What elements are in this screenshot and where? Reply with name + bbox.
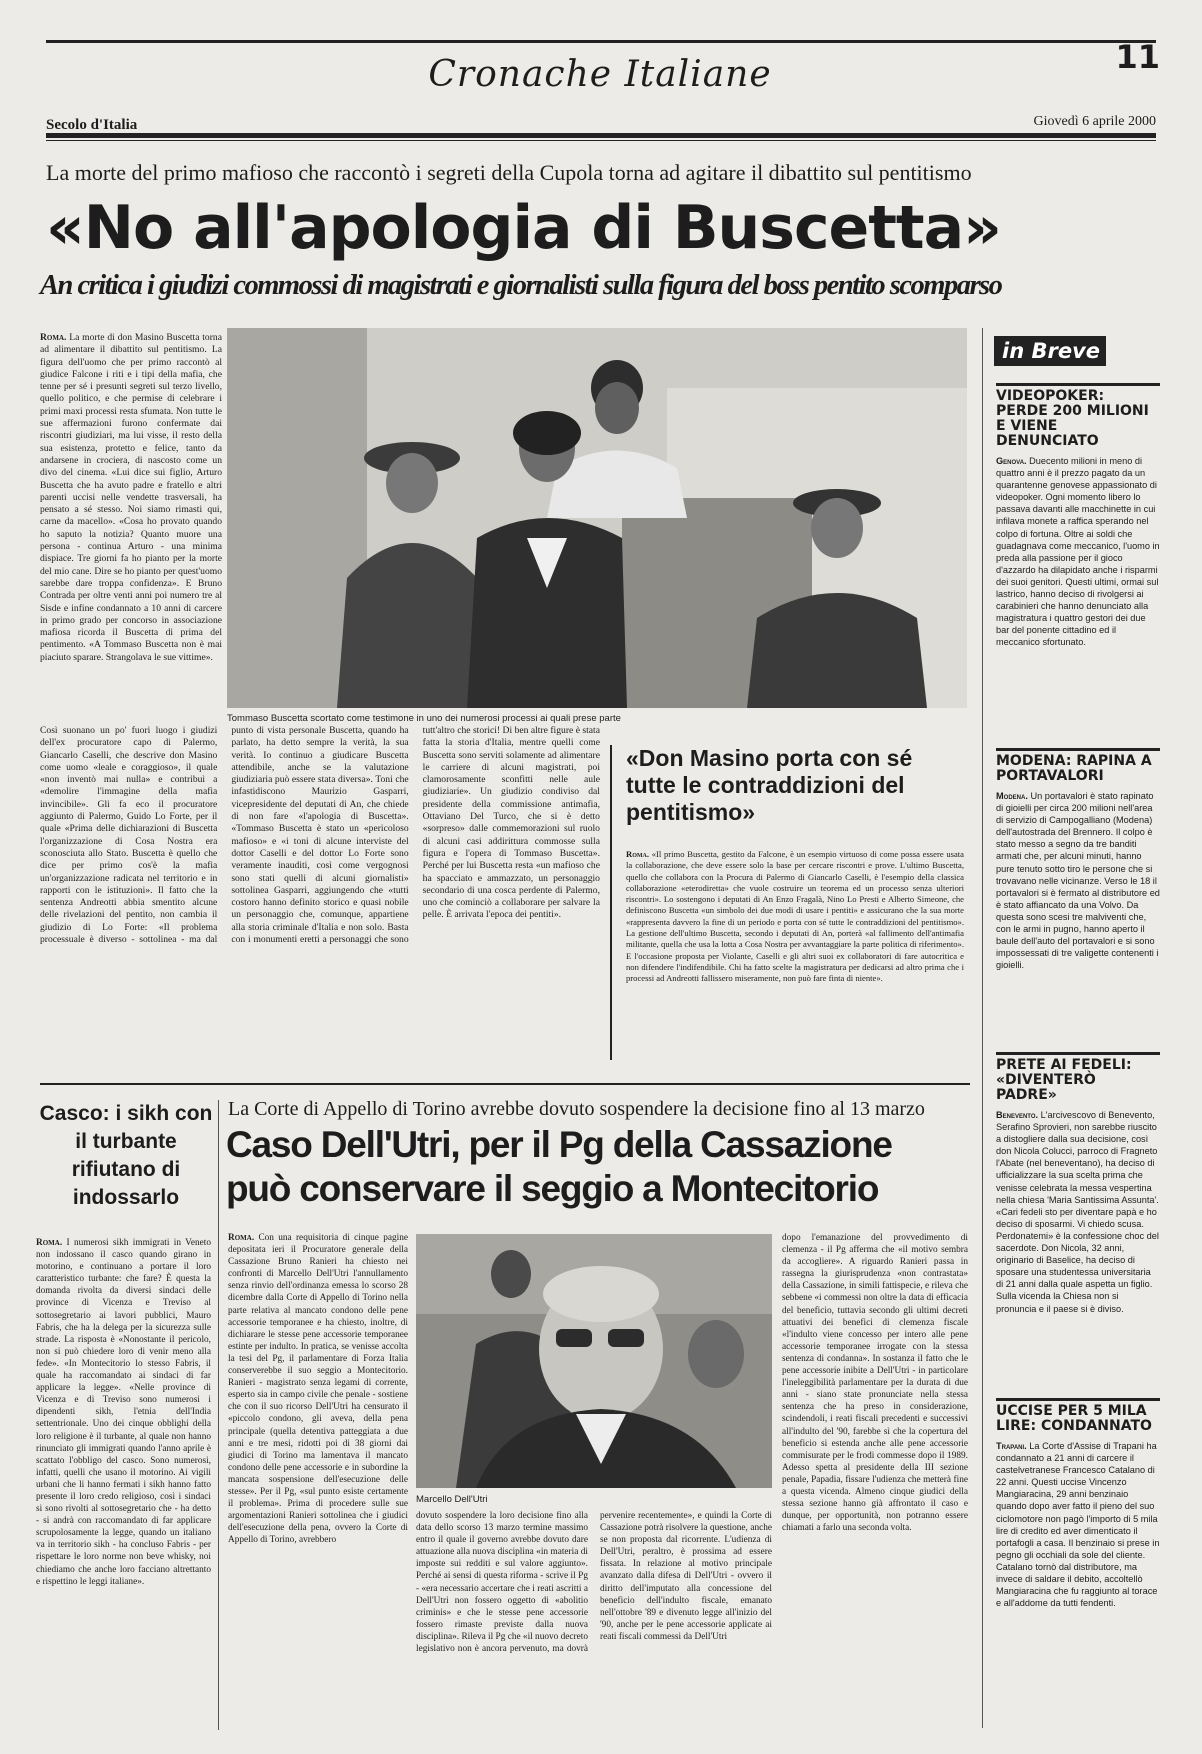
brief-rule [996,1398,1160,1401]
brief-rule [996,383,1160,386]
section-title: Cronache Italiane [428,54,772,95]
issue-date: Giovedì 6 aprile 2000 [1033,114,1156,129]
brief-item [996,1052,1160,1392]
top-rule [46,40,1156,43]
article-text: Così suonano un po' fuori luogo i giudizi dell'ex procuratore capo di Palermo, Giancarlo Caselli, che descrive don Masino come uomo «leale e coraggioso», il quale «non inventò mai nulla» e contribuì a «demolire l'immagine della mafia invincibile». Gli fa eco il procuratore aggiunto di Palermo, Guido Lo Forte, per il quale «Prima delle dichiarazioni di Buscetta l'organizzazione di Cosa Nostra era sconosciuta allo Stato. Buscetta è quello che dice per primo cos'è la mafia un'organizzazione radicata nel territorio e in rapporti con le istituzioni». Il fatto che la sentenza Andreotti abbia smentito alcune delle rivelazioni del pentito, non cambia il giudizio di Lo Forte: «Il problema processuale è diverso - sottolinea - ma dal punto di vista personale Buscetta, quando ha parlato, ha detto sempre la verità, la sua verità. Io continuo a giudicare Buscetta attendibile, anche se la valutazione giudiziaria può essere stata diversa». Toni che infastidiscono Maurizio Gasparri, vicepresidente del deputati di An, che chiede di non fare «l'apologia di Buscetta». «Tommaso Buscetta è stato un «pericoloso mafioso» e «i toni di alcune interviste del dottor Caselli e del dottor Lo Forte sono veramente inauditi, così come vergognosi sono stati quelli di alcuni giornalisti» sottolinea Gasparri, aggiungendo che «tutti costoro hanno definito storico e quasi nobile un personaggio che, comunque, appartiene alla storia criminale d'Italia e non solo. Basta con i monumenti eretti a personaggi che sono tutt'altro che storici! Di ben altre figure è stata fatta la storia d'Italia, mentre quelli come Buscetta sono serviti solamente ad alimentare le carriere di alcuni magistrati, poi clamorosamente sconfitti nelle aule giudiziarie». Un giudizio condiviso dal presidente della commissione antimafia, Ottaviano Del Turco, che si è detto «sorpreso» dalle commemorazioni sul ruolo di alcuni casi addirittura commosse sulla figura e l'opera di Tommaso Buscetta». Perché per lui Buscetta resta «un mafioso che ha spacciato e ammazzato, un personaggio secondario di una cosca perdente di Palermo, uno che cominciò a collaborare per salvare la pelle. È arrivata l'epoca dei pentiti». [40,725,600,946]
brief-title: VIDEOPOKER: PERDE 200 MILIONI E VIENE DENUNCIATO [996,388,1149,449]
brief-item [996,383,1160,755]
article-text: dovuto sospendere la loro decisione fino alla data dello scorso 13 marzo termine massimo entro il quale il governo avrebbe dovuto dare attuazione alla nuova disciplina «in materia di imposte sui redditi e sul valore aggiunto». Perché ai sensi di questa riforma - scrive il Pg - «era necessario accertare che i reati ascritti a Dell'Utri non fossero oggetto di «abolitio criminis» e che le stesse pene accessorie fossero rimaste previste dalla nuova disciplina». Rileva il Pg che «il nuovo decreto legislativo non è ancora pervenuto, ma dovrà pervenire recentemente», e quindi la Corte di Cassazione potrà risolvere la questione, anche se non proposta dal ricorrente. L'udienza di Dell'Utri, peraltro, è prossima ad essere fissata. In relazione al motivo principale avanzato dalla difesa di Dell'Utri - ovvero il diritto dell'imputato alla concessione del beneficio dell'indulto fiscale, emanato nell'ottobre '89 e divenuto legge all'inizio del '90, anche per le pene accessorie applicate ai reati fiscali commessi da Dell'Utri [416,1511,772,1655]
buscetta-photo-caption: Tommaso Buscetta scortato come testimone in uno dei numerosi processi ai quali prese parte [227,713,621,724]
main-left-column [40,332,222,710]
article-text: Con una requisitoria di cinque pagine depositata ieri il Procuratore generale della Cassazione Bruno Ranieri ha chiesto nei confronti di Marcello Dell'Utri l'annullamento senza rinvio dell'ordinanza emessa lo scorso 28 dicembre dalla Corte di Appello di Torino nella parte relativa al mancato condono delle pene accessorie temporanee e ha chiesto, inoltre, di dichiarare le stesse pene accessorie temporanee estinte per indulto. In pratica, se venisse accolta la tesi del Pg, il parlamentare di Forza Italia conserverebbe il suo seggio a Montecitorio. Ranieri - magistrato senza legami di corrente, esperto sia in campo civile che penale - sostiene che con il suo ricorso Dell'Utri ha censurato il «piccolo condono, gli aveva, della pena principale (quella detentiva patteggiata a due anni e tre mesi, ridotti poi di 38 giorni dai giudici di Torino ma lamentava il mancato condono delle pene accessorie e in subordine la mancata sospensione dell'esecuzione delle stesse». Per il Pg, «sul punto esiste certamente il problema». Prima di procedere sulle sue argomentazioni Ranieri sottolinea che i giudici dell'esecuzione della pena, ovvero la Corte di Appello di Torino, avrebbero [228,1233,408,1546]
main-subheadline: An critica i giudizi commossi di magistrati e giornalisti sulla figura del boss pentito scomparso [40,270,1002,301]
brief-body [996,790,1160,1030]
main-kicker: La morte del primo mafioso che raccontò i segreti della Cupola torna ad agitare il dibattito sul pentitismo [46,160,972,185]
dellutri-headline-line1: Caso Dell'Utri, per il Pg della Cassazione [226,1124,892,1165]
dateline: Roma. [40,332,67,343]
dateline: Modena. [996,791,1028,801]
newspaper-name: Secolo d'Italia [46,117,138,133]
sikh-headline: Casco: i sikh con il turbante rifiutano di indossarlo [39,1102,213,1209]
dellutri-col1 [228,1232,408,1732]
brief-item [996,1398,1160,1738]
sidebar-box [610,745,968,1060]
article-text: La morte di don Masino Buscetta torna ad alimentare il dibattito sul pentitismo. La figura dell'uomo che per primo raccontò al giudice Falcone i riti e i tipi della mafia, che tenne per sé i presunti segreti sul terzo livello, quello politico, e che permise di celebrare i primi maxi processi resta sfumata. Non tutte le sue affermazioni furono confermate dai riscontri giudiziari, ma lui visse, il resto della sua esistenza, protetto e felice, tanto da andarsene in crociera, di nascosto come un divo del cinema. «Lui dice sui figlio, Arturo Buscetta che ha avuto padre e fratello e altri parenti uccisi nelle vendette trasversali, ha pensato a sé stesso. Noi siamo rimasti qui, carne da macello». «Cosa ho provato quando ho saputo la notizia? Quanto muore una persona - continua Arturo - una minima dispiace. Tre giorni fa ho pianto per la morte del mio cane. Dire se ho pianto per quest'uomo sarebbe dare troppa confidenza». E Bruno Contrada per oltre venti anni poi numero tre al Sisde e infine condannato a 10 anni di carcere in primo grado per concorso in associazione mafiosa ricorda il Buscetta di prima del pentimento. «A Tommaso Buscetta non è mai piaciuto sparare. Strangolava le sue vittime». [40,332,222,663]
dellutri-kicker: La Corte di Appello di Torino avrebbe dovuto sospendere la decisione fino al 13 marzo [228,1098,925,1120]
masthead-rule-thin [46,140,1156,141]
dellutri-col2 [416,1510,772,1732]
brief-rule [996,1052,1160,1055]
dellutri-photo-caption: Marcello Dell'Utri [416,1494,488,1505]
brief-body [996,1440,1160,1722]
brief-item [996,748,1160,1048]
brief-title: UCCISE PER 5 MILA LIRE: CONDANNATO [996,1403,1152,1434]
in-breve-label: in Breve [994,336,1106,366]
story-divider [218,1100,219,1730]
dateline: Genova. [996,456,1027,466]
sidebar-text [626,849,964,1057]
dellutri-headline-line2: può conservare il seggio a Montecitorio [226,1168,879,1209]
dellutri-col3 [782,1232,968,1732]
dateline: Roma. [228,1233,255,1243]
article-text: «Il primo Buscetta, gestito da Falcone, è un esempio virtuoso di come possa essere usata la collaborazione, che deve essere solo la base per cercare riscontri e prove. L'ultimo Buscetta, quello che collabora con la Procura di Palermo di Giancarlo Caselli, è l'esempio della classica collaborazione «eterodiretta» che vuole costruire un teorema ed un processo senza ulteriori riscontri». Lo sostengono i deputati di An Enzo Fragalà, Nino Lo Presti e Alberto Simeone, che definiscono Buscetta «un simbolo dei due modi di usare i pentiti» e assicurano che la sua morte «rappresenta davvero la fine di un periodo e porta con sé tutte le contraddizioni del pentitismo». La gestione dell'ultimo Buscetta, secondo i deputati di An, porterà «al fallimento dell'antimafia militante, quella che usa la lotta a Cosa Nostra per avvantaggiare la parte politica di riferimento». E l'occasione proposta per Violante, Caselli e gli altri suoi ex collaboratori di fare autocritica e non difendere l'indifendibile. Chi ha fatto scelte la magistratura per dedicarsi ad altro prima che i processi ad Andreotti fallissero miseramente, non può fare finta di niente». [626,849,964,984]
brief-title: PRETE AI FEDELI: «DIVENTERÒ PADRE» [996,1057,1132,1103]
dateline: Trapani. [996,1441,1027,1451]
brief-body [996,1109,1160,1389]
brief-text: Un portavalori è stato rapinato di gioielli per circa 200 milioni nell'area di servizio di Campogalliano (Modena) dell'autostrada del Brennero. Il colpo è stato messo a segno da tre banditi armati che, per alcuni minuti, hanno pure tenuto sotto tiro le persone che si trovavano nelle vicinanze. Verso le 18 il portavalori si è fermato al distributore ed è stato affiancato da una Volvo. Da questa sono scesi tre malviventi che, con le armi in pugno, hanno aperto il baule dell'auto del portavalori e si sono impossessati di tre valigette contenenti i gioielli. [996,791,1160,971]
dateline: Roma. [36,1238,63,1248]
brief-text: L'arcivescovo di Benevento, Serafino Sprovieri, non sarebbe riuscito a distogliere dalla sua decisione, così don Nicola Colucci, parroco di Fragneto l'Abate (nel beneventano), ha deciso di ufficializzare la sua scelta prima che venisse celebrata la messa vespertina nella chiesa 'Maria Santissima Assunta'. «Cari fedeli sto per diventare papà e ho deciso di sposarmi. Vi chiedo scusa. Perdonatemi» è la confessione choc del sacerdote. Don Nicola, 32 anni, originario di Baselice, ha deciso di sposare una studentessa universitaria di 21 anni dalla quale aspetta un figlio. Sulla vicenda la Chiesa non si pronuncia e il paese si è diviso. [996,1110,1159,1314]
article-text: I numerosi sikh immigrati in Veneto non indossano il casco quando girano in motorino, e continuano a portare il loro caratteristico turbante: che fare? È questa la domanda rivolta da diversi sindaci delle province di Vicenza e Treviso al sottosegretario ai lavori pubblici, Mauro Fabris, che ha la delega per la sicurezza sulle strade. La risposta è «Nonostante il pericolo, non si può chiedere loro di venir meno alla fede». «In Montecitorio lo stesso Fabris, il quale ha raccomandato ai sindaci di far applicare la legge». «Nelle province di Vicenza e di Treviso sono numerosi i dipendenti sikh, l'etnia dell'India settentrionale. Uno dei cinque obblighi della loro religione è il turbante, al quale non hanno rinunciato gli immigrati quando l'anno aprile è scattato l'obbligo del casco. Sono numerosi, infatti, quelli che usano il motorino. Ai vigili urbani che li hanno fermati i sikh hanno fatto presente il loro credo religioso, così i sindaci si sono rivolti al sottosegretario che - ha detto - si andrà con raccomandato di far applicare scrupolosamente la legge, quando un italiano va in territorio sikh - ha concluso Fabris - per rispettare le loro norme non beve whisky, noi chiediamo che anche loro facciano altrettanto e rispettino le leggi italiane». [36,1238,211,1587]
article-text: dopo l'emanazione del provvedimento di clemenza - il Pg afferma che «il motivo sembra da accogliere». A riguardo Ranieri passa in rassegna la giurisprudenza «non contrastata» della Cassazione, in simili fattispecie, e rileva che sebbene «i commessi non oltre la data di efficacia del beneficio, tuttavia secondo gli ultimi decreti attuativi dei benefici di clemenza fiscale «l'indulto viene concesso per intero alle pene accessorie temporanee irrogate con la stessa sentenza di condanna». In sostanza il fatto che le pene accessorie inibite a Dell'Utri - in particolare l'ineleggibilità parlamentare per la durata di due anni - siano state pronunciate nella stessa sentenza che ha preso in considerazione, scindendoli, i reati fiscali precedenti e successivi all'indulto del '90, farebbe sì che la copertura del beneficio si estenda anche alle pene accessorie commisurate per le frodi commesse dopo il 1989. Adesso spetta al presidente della III sezione penale, Papadia, fissare l'udienza che metterà fine a questa vicenda. Almeno cinque giudici della stessa sezione hanno già affrontato il caso e dunque, per opportunità, non potranno essere chiamati a farlo una seconda volta. [782,1233,968,1534]
page-number: 11 [1115,38,1160,76]
dellutri-photo [416,1234,772,1488]
brief-title: MODENA: RAPINA A PORTAVALORI [996,753,1152,784]
main-headline: «No all'apologia di Buscetta» [46,193,1001,263]
sidebar-headline: «Don Masino porta con sé tutte le contraddizioni del pentitismo» [626,745,913,825]
buscetta-photo [227,328,967,708]
brief-text: La Corte d'Assise di Trapani ha condannato a 21 anni di carcere il castelvetranese Francesco Catalano di 22 anni. Questi uccise Vincenzo Mangiaracina, 29 anni benzinaio quando dopo aver fatto il pieno del suo ciclomotore non pagò l'importo di 5 mila lire di credito ed aver dimenticato il portafogli a casa. Il benzinaio si prese in pegno gli occhiali da sole del cliente. Catalano tornò dal distributore, ma invece di saldare il debito, accoltellò Mangiaracina che fu raggiunto al torace e all'addome da tutti fendenti. [996,1441,1160,1609]
dateline: Roma. [626,849,650,859]
masthead-rule [46,133,1156,138]
brief-rule [996,748,1160,751]
sikh-text [36,1237,211,1732]
dateline: Benevento. [996,1110,1039,1120]
brief-body [996,455,1160,755]
lower-rule [40,1083,970,1085]
brief-text: Duecento milioni in meno di quattro anni è il prezzo pagato da un quarantenne genovese appassionato di videopoker. Ogni momento libero lo passava davanti alle macchinette in cui infilava monete a raffica sperando nel colpo di fortuna. Oltre ai soldi che guadagnava come meccanico, l'uomo in preda alla passione per il gioco d'azzardo ha dilapidato anche i risparmi dei suoi genitori. Questi ultimi, ormai sul lastrico, hanno deciso di rivolgersi ai carabinieri che hanno denunciato alla magistratura i quattro gestori dei due bar del ponente cittadino ed il meccanico sfortunato. [996,456,1160,648]
main-bottom-text [40,725,600,1070]
in-breve-divider [982,328,983,1728]
